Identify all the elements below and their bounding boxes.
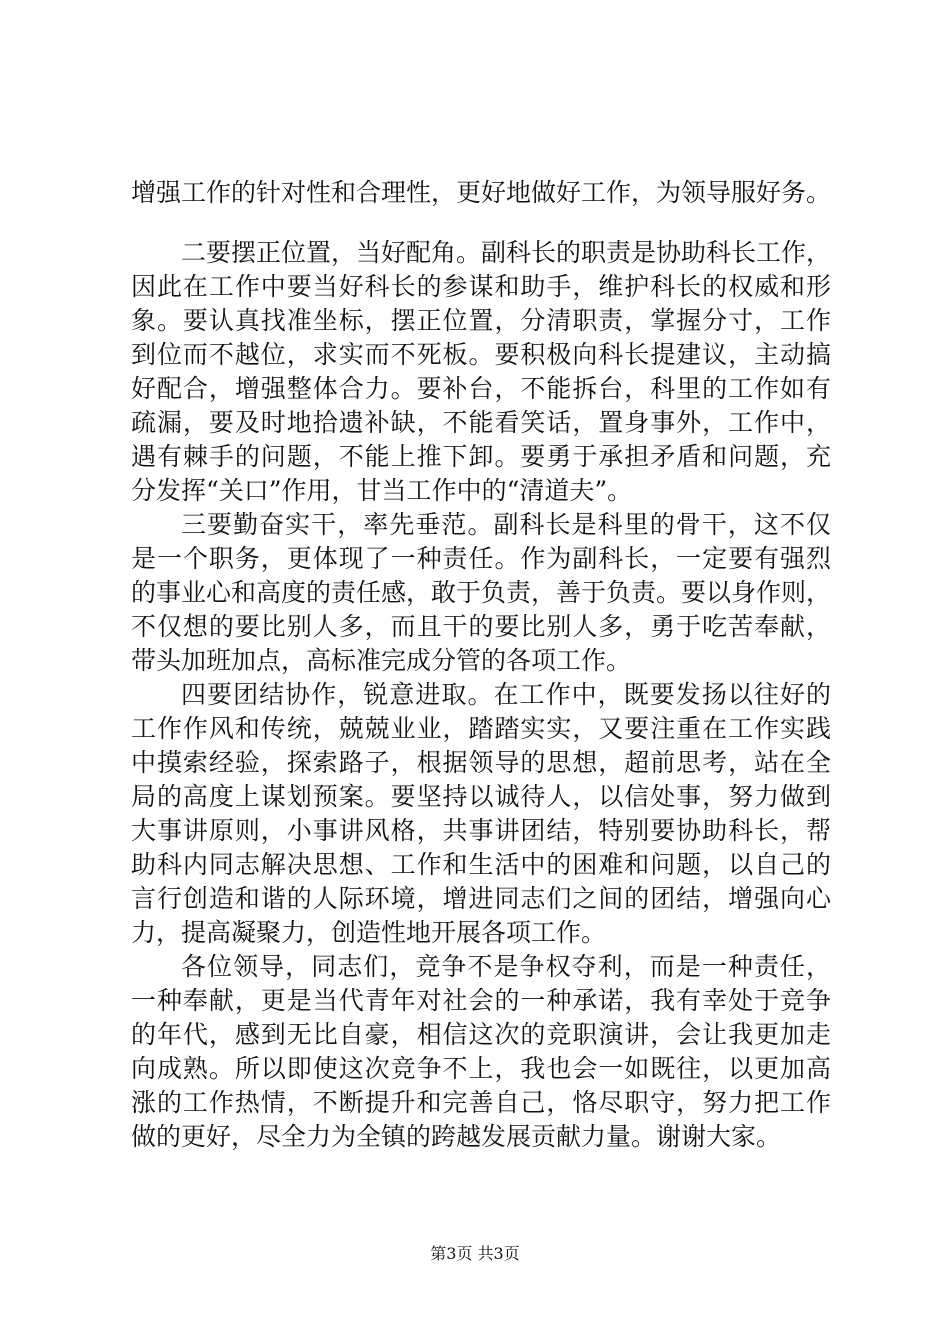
text-line: 各位领导，同志们，竞争不是争权夺利，而是一种责任， — [181, 952, 831, 981]
paragraph-closing — [131, 950, 831, 1154]
text-line: 涨的工作热情，不断提升和完善自己，恪尽职守，努力把工作 — [131, 1088, 831, 1117]
paragraph-continuation — [131, 176, 831, 210]
paragraph-unity — [131, 678, 831, 950]
text-line: 助科内同志解决思想、工作和生活中的困难和问题，以自己的 — [131, 850, 831, 879]
text-line: 三要勤奋实干，率先垂范。副科长是科里的骨干，这不仅 — [181, 510, 831, 539]
text-line: 的事业心和高度的责任感，敢于负责，善于负责。要以身作则， — [131, 578, 832, 607]
text-line: 分发挥“关口”作用，甘当工作中的“清道夫”。 — [131, 476, 633, 505]
text-line: 做的更好，尽全力为全镇的跨越发展贡献力量。谢谢大家。 — [131, 1122, 782, 1151]
text-line: 不仅想的要比别人多，而且干的要比别人多，勇于吃苦奉献， — [131, 612, 831, 641]
paragraph-diligence — [131, 508, 831, 678]
text-line: 好配合，增强整体合力。要补台，不能拆台，科里的工作如有 — [131, 374, 831, 403]
text-line: 力，提高凝聚力，创造性地开展各项工作。 — [131, 918, 607, 947]
paragraph-position — [131, 236, 831, 508]
text-line: 增强工作的针对性和合理性，更好地做好工作，为领导服好务。 — [131, 178, 832, 207]
text-line: 中摸索经验，探索路子，根据领导的思想，超前思考，站在全 — [131, 748, 831, 777]
text-line: 一种奉献，更是当代青年对社会的一种承诺，我有幸处于竞争 — [131, 986, 831, 1015]
text-line: 言行创造和谐的人际环境，增进同志们之间的团结，增强向心 — [131, 884, 831, 913]
document-body — [131, 176, 831, 1154]
text-line: 大事讲原则，小事讲风格，共事讲团结，特别要协助科长，帮 — [131, 816, 831, 845]
text-line: 工作作风和传统，兢兢业业，踏踏实实，又要注重在工作实践 — [131, 714, 831, 743]
text-line: 象。要认真找准坐标，摆正位置，分清职责，掌握分寸，工作 — [131, 306, 831, 335]
text-line: 向成熟。所以即使这次竞争不上，我也会一如既往，以更加高 — [131, 1054, 831, 1083]
text-line: 二要摆正位置，当好配角。副科长的职责是协助科长工作， — [181, 238, 832, 267]
text-line: 到位而不越位，求实而不死板。要积极向科长提建议，主动搞 — [131, 340, 831, 369]
text-line: 局的高度上谋划预案。要坚持以诚待人，以信处事，努力做到 — [131, 782, 831, 811]
text-line: 遇有棘手的问题，不能上推下卸。要勇于承担矛盾和问题，充 — [131, 442, 831, 471]
text-line: 是一个职务，更体现了一种责任。作为副科长，一定要有强烈 — [131, 544, 831, 573]
text-line: 因此在工作中要当好科长的参谋和助手，维护科长的权威和形 — [131, 272, 831, 301]
text-line: 疏漏，要及时地拾遗补缺，不能看笑话，置身事外，工作中， — [131, 408, 831, 437]
text-line: 带头加班加点，高标准完成分管的各项工作。 — [131, 646, 632, 675]
page-number-footer: 第3页 共3页 — [430, 1244, 520, 1263]
text-line: 的年代，感到无比自豪，相信这次的竞职演讲，会让我更加走 — [131, 1020, 831, 1049]
paragraph-spacer — [131, 210, 831, 236]
text-line: 四要团结协作，锐意进取。在工作中，既要发扬以往好的 — [181, 680, 831, 709]
